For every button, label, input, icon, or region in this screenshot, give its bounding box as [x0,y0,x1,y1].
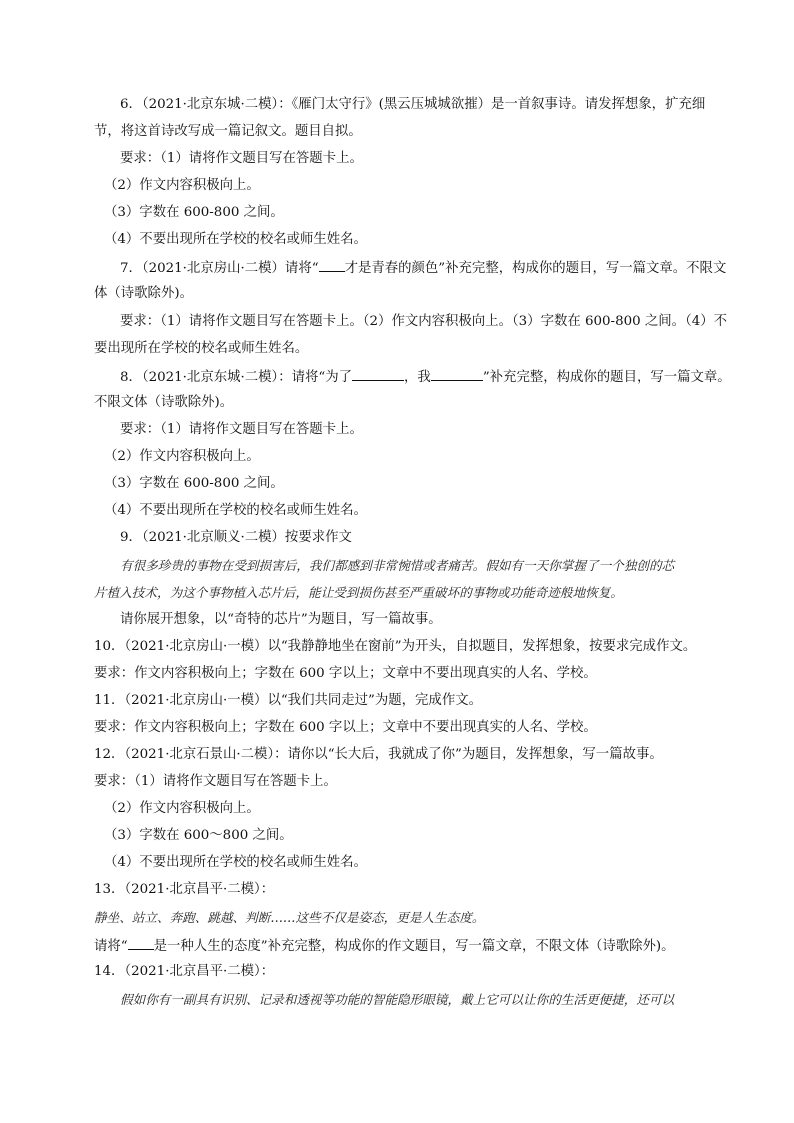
question-7-prompt [120,258,726,278]
question-12-requirement-2: （2）作文内容积极向上。 [104,801,260,816]
question-10-prompt: 10．（2021·北京房山·一模）以“我静静地坐在窗前”为开头，自拟题目，发挥想象，按要求完成作文。 [94,639,697,654]
question-8-requirement-2: （2）作文内容积极向上。 [104,449,260,464]
question-8-prompt [120,367,731,387]
question-8-prompt-cont: 不限文体（诗歌除外)。 [94,395,234,410]
question-8-prompt-end: ”补充完整，构成你的题目，写一篇文章。 [482,370,731,385]
question-8-requirement-3: （3）字数在 600-800 之间。 [104,476,284,491]
question-6-requirement-1: 要求：（1）请将作文题目写在答题卡上。 [120,151,363,166]
question-10-requirements: 要求：作文内容积极向上；字数在 600 字以上；文章中不要出现真实的人名、学校。 [94,666,597,681]
question-14-material: 假如你有一副具有识别、记录和透视等功能的智能隐形眼镜，戴上它可以让你的生活更便捷，还可以 [120,992,675,1007]
question-8-prompt-start: 8．（2021·北京东城·二模）：请将“为了 [120,370,353,385]
question-12-prompt: 12．（2021·北京石景山·二模）：请你以“长大后，我就成了你”为题目，发挥想象，写一篇故事。 [94,747,663,762]
question-13-task-start: 请将“ [94,939,128,954]
question-12-requirement-4: （4）不要出现所在学校的校名或师生姓名。 [104,855,367,870]
question-9-material-2: 片植入技术，为这个事物植入芯片后，能让受到损伤甚至严重破坏的事物或功能奇迹般地恢复。 [94,585,623,600]
question-6-requirement-3: （3）字数在 600-800 之间。 [104,205,284,220]
fill-in-blank [319,258,345,272]
question-14-prompt: 14．（2021·北京昌平·二模）： [94,964,275,979]
question-7-prompt-cont: 体（诗歌除外)。 [94,286,193,301]
question-8-prompt-middle: ，我 [404,370,431,385]
question-13-prompt: 13．（2021·北京昌平·二模）： [94,882,275,897]
question-8-requirement-1: 要求：（1）请将作文题目写在答题卡上。 [120,422,363,437]
question-6-requirement-4: （4）不要出现所在学校的校名或师生姓名。 [104,232,367,247]
fill-in-blank [128,936,154,950]
question-11-requirements: 要求：作文内容积极向上；字数在 600 字以上；文章中不要出现真实的人名、学校。 [94,720,597,735]
question-7-prompt-end: 才是青春的颜色”补充完整，构成你的题目，写一篇文章。不限文 [344,261,727,276]
question-7-requirements: 要求：（1）请将作文题目写在答题卡上。（2）作文内容积极向上。（3）字数在 600-800 之间。（4）不 [120,314,728,329]
question-11-prompt: 11．（2021·北京房山·一模）以“我们共同走过”为题，完成作文。 [94,693,482,708]
question-13-material: 静坐、站立、奔跑、跳越、判断……这些不仅是姿态，更是人生态度。 [94,910,485,925]
question-6-prompt: 6．（2021·北京东城·二模）：《雁门太守行》(黑云压城城欲摧）是一首叙事诗。请发挥想象，扩充细 [120,97,706,112]
question-12-requirement-1: 要求：（1）请将作文题目写在答题卡上。 [94,774,337,789]
fill-in-blank [431,367,483,381]
question-6-requirement-2: （2）作文内容积极向上。 [104,178,260,193]
question-7-prompt-start: 7．（2021·北京房山·二模）请将“ [120,261,319,276]
question-9-task: 请你展开想象，以“奇特的芯片”为题目，写一篇故事。 [120,612,442,627]
fill-in-blank [352,367,404,381]
question-12-requirement-3: （3）字数在 600～800 之间。 [104,828,293,843]
question-13-task [94,936,675,956]
question-13-task-end: 是一种人生的态度”补充完整，构成你的作文题目，写一篇文章，不限文体（诗歌除外)。 [153,939,675,954]
question-9-prompt: 9．（2021·北京顺义·二模）按要求作文 [120,530,352,545]
question-8-requirement-4: （4）不要出现所在学校的校名或师生姓名。 [104,503,367,518]
question-6-prompt-cont: 节，将这首诗改写成一篇记叙文。题目自拟。 [94,124,362,139]
question-9-material-1: 有很多珍贵的事物在受到损害后，我们都感到非常惋惜或者痛苦。假如有一天你掌握了一个独创的芯 [120,558,675,573]
question-7-requirements-cont: 要出现所在学校的校名或师生姓名。 [94,341,309,356]
